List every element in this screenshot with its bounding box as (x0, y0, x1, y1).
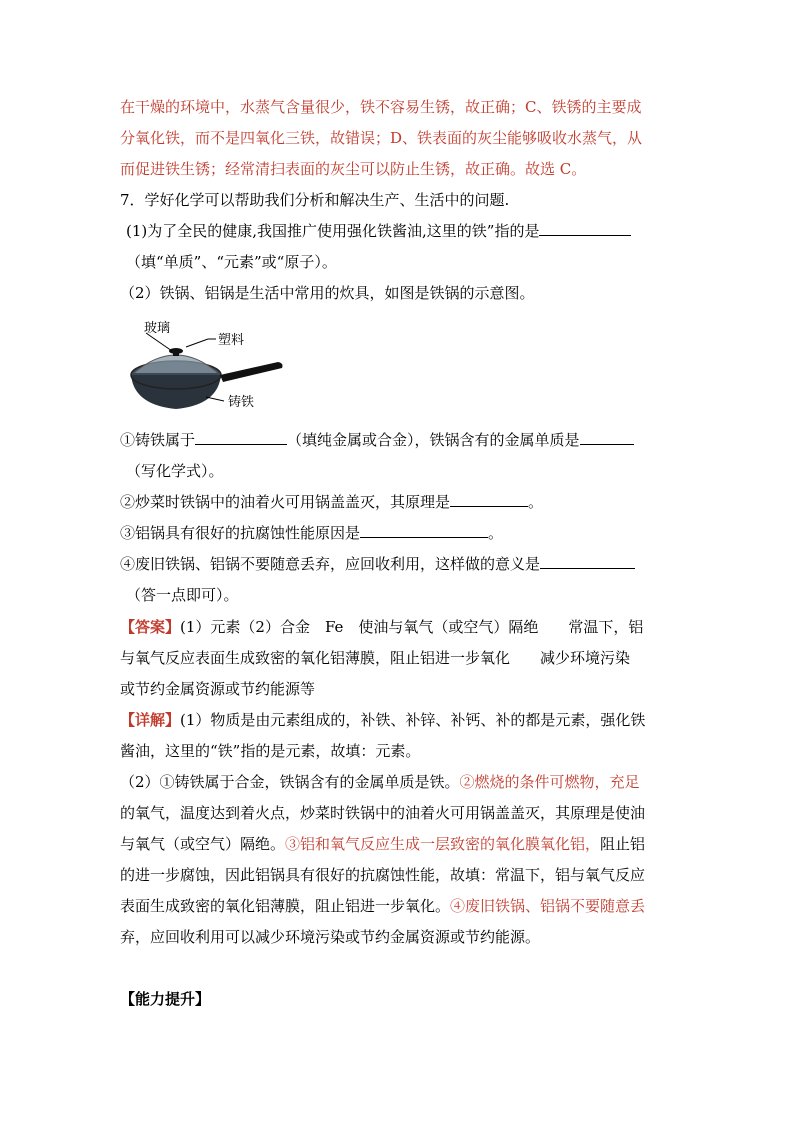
question-stem: 7．学好化学可以帮助我们分析和解决生产、生活中的问题. (120, 191, 510, 209)
answer-line-1: 【答案】(1）元素（2）合金 Fe 使油与氧气（或空气）隔绝 常温下，铝 (120, 618, 644, 636)
detail-line-1: 【详解】(1）物质是由元素组成的，补铁、补锌、补钙、补的都是元素，强化铁 (120, 711, 646, 729)
label-glass: 玻璃 (144, 321, 171, 336)
sub-question-1: ①铸铁属于 （填纯金属或合金），铁锅含有的金属单质是 (120, 425, 680, 456)
sub-question-1-cont: （写化学式）。 (126, 462, 224, 480)
sub-question-2: ②炒菜时铁锅中的油着火可用锅盖盖灭，其原理是 。 (120, 487, 680, 518)
answer-line-3: 或节约金属资源或节约能源等 (120, 680, 316, 698)
detail-line-2: 酱油，这里的“铁”指的是元素，故填：元素。 (120, 742, 421, 760)
answer-blank-5[interactable] (360, 519, 488, 538)
answer-blank-4[interactable] (450, 488, 528, 507)
sub-question-4: ④废旧铁锅、铝锅不要随意丢弃，应回收利用，这样做的意义是 (120, 549, 680, 580)
answer-blank-2[interactable] (195, 426, 287, 445)
intro-explanation (120, 92, 680, 185)
intro-line-3: 而促进铁生锈；经常清扫表面的灰尘可以防止生锈，故正确。故选 C。 (120, 160, 587, 178)
intro-line-2: 分氧化铁，而不是四氧化三铁，故错误；D、铁表面的灰尘能够吸收水蒸气，从 (120, 129, 643, 147)
detail-section (120, 705, 680, 953)
intro-line-1: 在干燥的环境中，水蒸气含量很少，铁不容易生锈，故正确；C、铁锈的主要成 (120, 98, 642, 116)
section-title: 【能力提升】 (120, 990, 211, 1008)
sub-question-4-cont: （答一点即可）。 (126, 586, 239, 604)
part-2-text: （2）铁锅、铝锅是生活中常用的炊具，如图是铁锅的示意图。 (120, 284, 535, 302)
detail-line-5: 与氧气（或空气）隔绝。③铝和氧气反应生成一层致密的氧化膜氧化铝，阻止铝 (120, 835, 646, 853)
part-1-line-b: （填“单质”、“元素”或“原子）。 (126, 253, 337, 271)
detail-line-3: （2）①铸铁属于合金，铁锅含有的金属单质是铁。②燃烧的条件可燃物，充足 (120, 773, 640, 791)
label-cast-iron: 铸铁 (228, 395, 255, 410)
answer-tag: 【答案】 (120, 618, 181, 636)
question-7 (120, 185, 680, 309)
part-1-line-a (120, 216, 680, 247)
sub-questions (120, 425, 680, 611)
answer-blank-3[interactable] (580, 426, 634, 445)
answer-section (120, 612, 680, 705)
label-plastic: 塑料 (218, 333, 245, 348)
sub-question-3: ③铝锅具有很好的抗腐蚀性能原因是 。 (120, 518, 680, 549)
detail-line-4: 的氧气，温度达到着火点，炒菜时铁锅中的油着火可用锅盖盖灭，其原理是使油 (120, 804, 646, 822)
answer-blank-6[interactable] (540, 550, 635, 569)
answer-line-2: 与氧气反应表面生成致密的氧化铝薄膜，阻止铝进一步氧化 减少环境污染 (120, 649, 631, 667)
wok-figure (128, 315, 288, 415)
detail-line-8: 弃，应回收利用可以减少环境污染或节约金属资源或节约能源。 (120, 928, 541, 946)
detail-tag: 【详解】 (120, 711, 181, 729)
detail-line-7: 表面生成致密的氧化铝薄膜，阻止铝进一步氧化。④废旧铁锅、铝锅不要随意丢 (120, 897, 646, 915)
detail-line-6: 的进一步腐蚀，因此铝锅具有很好的抗腐蚀性能，故填：常温下，铝与氧气反应 (120, 866, 646, 884)
part-1-text: (1)为了全民的健康,我国推广使用强化铁酱油,这里的铁”指的是 (126, 222, 540, 240)
answer-blank-1[interactable] (539, 217, 631, 236)
